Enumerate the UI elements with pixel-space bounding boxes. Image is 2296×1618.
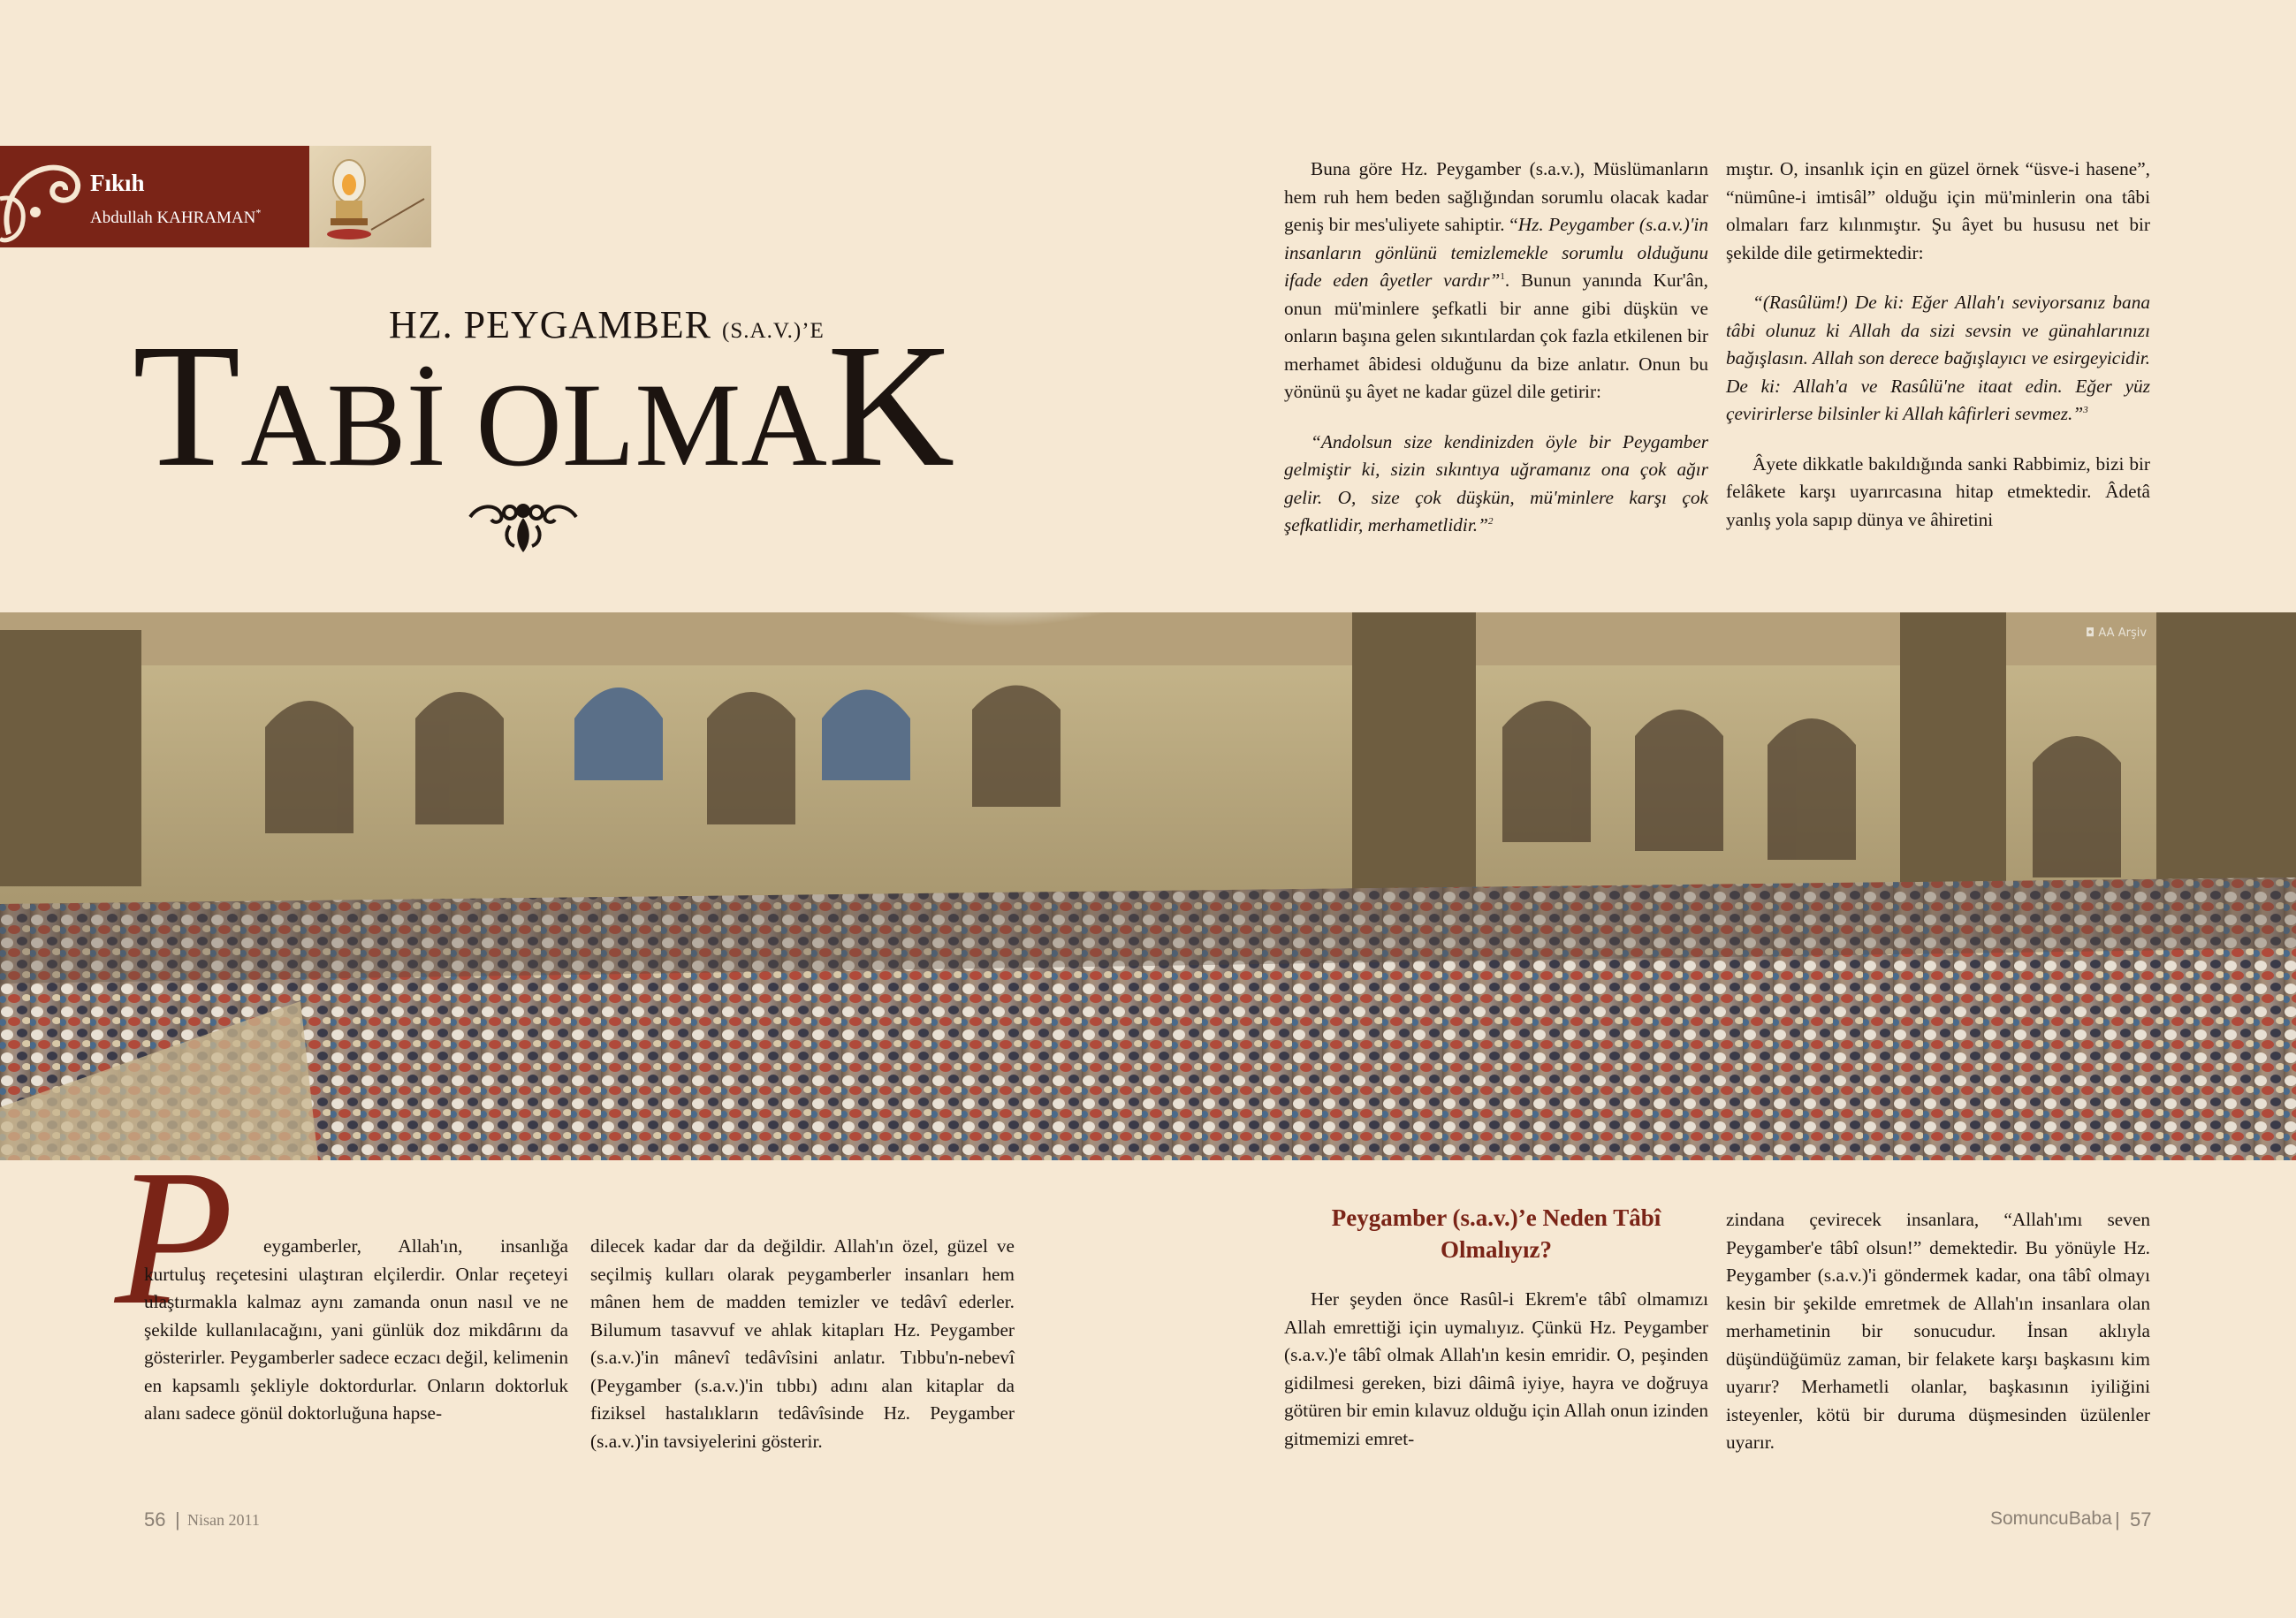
subheading: Peygamber (s.a.v.)’e Neden Tâbî Olmalıyız? [1331,1204,1661,1263]
section-label: Fıkıh [90,170,145,196]
paragraph: Âyete dikkatle bakıldığında sanki Rabbimiz, bizi bir felâkete karşı uyarırcasına hitap etmektedir. Âdetâ yanlış yola sapıp dünya ve âhiretini [1726,452,2150,530]
page-number-right: 57 [2130,1508,2152,1531]
section-tab [0,146,309,247]
paragraph: eygamberler, Allah'ın, insanlığa kurtuluş reçetesini ulaştıran elçilerdir. Onlar reçeteyi ulaştırmakla kalmaz aynı zamanda onun nasıl ve ne şekilde kullanılacağını, yani günlük doz mikdârını da gösterirler. Peygamberler sadece eczacı değil, kelimenin en kapsamlı şekliyle doktordurlar. Onların doktorluk alanı sadece gönül doktorluğuna hapse- [144,1235,568,1424]
title-prefix-main: HZ. PEYGAMBER [389,303,712,346]
ornament-swirl-icon [0,146,88,247]
title-ornament-icon [461,495,585,557]
title-prefix-small: (S.A.V.)’E [722,319,825,343]
page-title: TABİ OLMAK [133,308,955,504]
footer-separator: | [175,1508,180,1531]
quote-paragraph: “Andolsun size kendinizden öyle bir Peygamber gelmiştir ki, sizin sıkıntıya uğramanız ona çok ağır gelir. O, size çok düşkün, mü'minlere karşı çok şefkatlidir, merhametlidir.”$^2$ [1284,430,1708,536]
text-column-bottom-right-2 [1726,1206,2150,1457]
paragraph: Her şeyden önce Rasûl-i Ekrem'e tâbî olmamızı Allah emrettiği için uymalıyız. Çünkü Hz. Peygamber (s.a.v.)'e tâbî olmak Allah'ın kesin emridir. O, peşinden gidilmesi gereken, bizi dâimâ iyiye, hayra ve doğruya götüren bir emin kılavuz olduğu için Allah onun izinden gitmemizi emret- [1284,1288,1708,1449]
paragraph: Buna göre Hz. Peygamber (s.a.v.), Müslümanların hem ruh hem beden sağlığından sorumlu olacak kadar geniş bir mes'uliyete sahiptir. “Hz. Peygamber (s.a.v.)'in insanların gönlünü temizlemekle sorumlu olduğunu ifade eden âyetler vardır”$^1$. Bunun yanında Kur'ân, onun mü'minlere şefkatli bir anne gibi düşkün ve onların başına gelen sıkıntılardan çok fazla etkilenen bir merhamet âbidesi olduğunu da bize anlatır. Onun bu yönünü şu âyet ne kadar güzel dile getirir: [1284,158,1708,402]
author-name: Abdullah KAHRAMAN* [90,206,262,227]
quote-paragraph: “(Rasûlüm!) De ki: Eğer Allah'ı seviyorsanız bana tâbi olunuz ki Allah da sizi sevsin ve günahlarınızı bağışlasın. Allah son derece bağışlayıcı ve esirgeyicidir. De ki: Allah'a ve Rasûlü'ne itaat edin. Eğer yüz çevirirlerse bilsinler ki Allah kâfirleri sevmez.”$^3$ [1726,292,2150,424]
camera-icon: ◘ [2086,627,2099,640]
text-column-bottom-left-2 [590,1233,1015,1455]
text-column-top-right-1 [1284,156,1708,540]
text-column-top-right-2 [1726,156,2150,534]
photo-credit: ◘ AA Arşiv [2086,627,2148,640]
oil-lamp-icon [309,146,431,247]
paragraph: zindana çevirecek insanlara, “Allah'ımı seven Peygamber'e tâbî olsun!” demektedir. Bu yönüyle Hz. Peygamber (s.a.v.)'i göndermek kadar, ona tâbî olmayı kesin bir şekilde emretmek de Allah'ın insanlara olan merhametinin bir sonucudur. İnsan aklıyla düşündüğümüz zaman, bir felakete karşı başkasını kim uyarır? Merhametli olanlar, başkasının iyiliğini isteyenler, kötü bir duruma düşmesinden üzülenler uyarır. [1726,1209,2150,1453]
drop-cap: P [115,1129,234,1345]
footer-separator: | [2115,1508,2120,1531]
text-column-bottom-right-1 [1284,1286,1708,1453]
page-number-left: 56 [144,1508,166,1531]
paragraph: mıştır. O, insanlık için en güzel örnek “üsve-i hasene”, “nümûne-i imtisâl” olduğu için mü'minlerin ona tâbi olmaları farz kılınmıştır. Şu âyet bu hususu net bir şekilde dile getirmektedir: [1726,158,2150,263]
mosque-prayer-photo [0,612,2296,1160]
text-column-bottom-left-1 [144,1233,568,1428]
section-thumbnail [309,146,431,247]
magazine-brand: SomuncuBaba [1990,1508,2112,1529]
issue-date: Nisan 2011 [187,1511,260,1529]
paragraph: dilecek kadar dar da değildir. Allah'ın özel, güzel ve seçilmiş kulları olarak peygamberler insanları hem mânen hem de madden temizler ve tedâvî ederler. Bilumum tasavvuf ve ahlak kitapları Hz. Peygamber (s.a.v.)'in mânevî tedâvîsini anlatır. Tıbbu'n-nebevî (Peygamber (s.a.v.)'in tıbbı) adını alan kitaplar da fiziksel hastalıkların tedâvîsinde Hz. Peygamber (s.a.v.)'in tavsiyelerini gösterir. [590,1235,1015,1452]
